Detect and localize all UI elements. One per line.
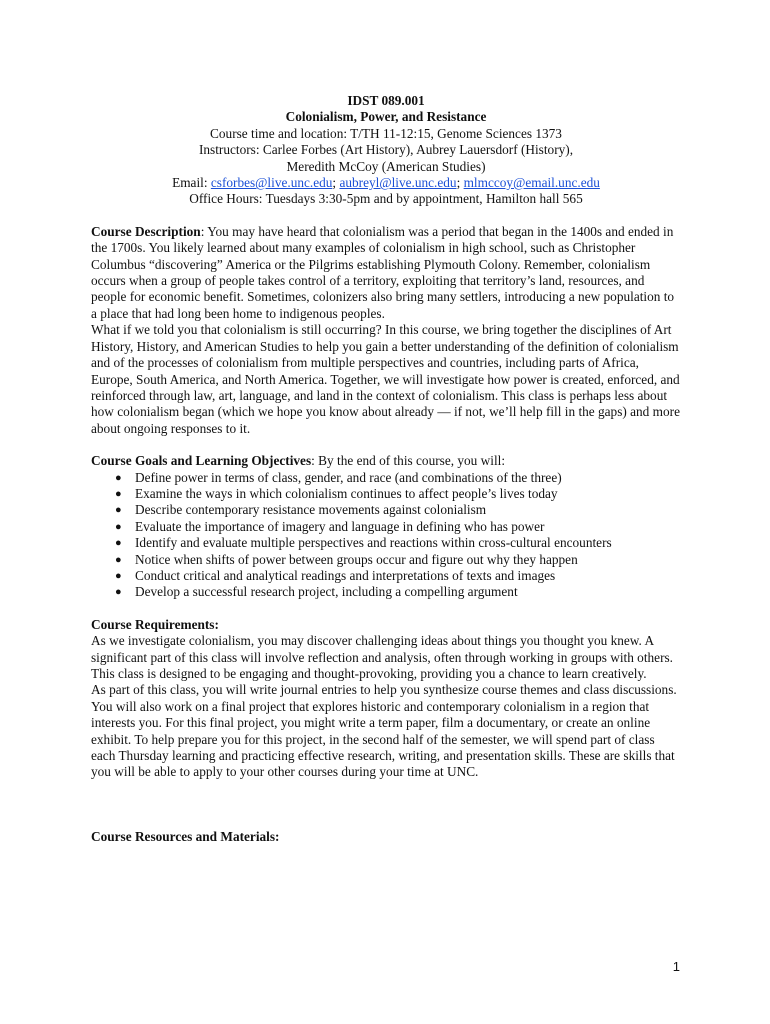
email-link-forbes[interactable]: csforbes@live.unc.edu: [210, 175, 333, 191]
course-resources-section: [91, 829, 681, 845]
instructors-line-1: Instructors: Carlee Forbes (Art History), Aubrey Lauersdorf (History),: [198, 142, 574, 158]
course-requirements-paragraph-1: As we investigate colonialism, you may discover challenging ideas about things you thought you knew. A significant part of this class will involve reflection and analysis, often through working in groups with others. This class is designed to be engaging and thought-provoking, providing you a chance to learn creatively.: [91, 633, 673, 681]
course-description-section: [91, 224, 681, 437]
course-description-text: : You may have heard that colonialism was a period that began in the 1400s and ended in the 1700s. You likely learned about many examples of colonialism in high school, such as Christopher Columbus “discovering” America or the Pilgrims establishing Plymouth Colony. Remember, colonialism occurs when a group of people takes control of a territory, exploiting that territory’s land, resources, and people for economic benefit. Sometimes, colonizers also bring many settlers, introducing a new population to a place that had long been home to indigenous peoples.: [91, 223, 675, 321]
bullet-icon: ●: [115, 569, 122, 582]
course-time-location: Course time and location: T/TH 11-12:15, Genome Sciences 1373: [210, 125, 562, 141]
course-description-paragraph: [91, 224, 681, 322]
goal-text: Identify and evaluate multiple perspectives and reactions within cross-cultural encounters: [135, 535, 612, 551]
goal-text: Examine the ways in which colonialism continues to affect people’s lives today: [135, 485, 558, 501]
list-item: [115, 568, 681, 584]
email-label: Email:: [172, 175, 211, 191]
list-item: [115, 535, 681, 551]
list-item: [115, 584, 681, 600]
page-number: 1: [672, 959, 680, 974]
bullet-icon: ●: [115, 553, 122, 566]
email-separator: ;: [332, 175, 340, 191]
course-requirements-section: [91, 617, 681, 781]
list-item: [115, 502, 681, 518]
instructors-line-2: Meredith McCoy (American Studies): [286, 158, 486, 174]
goal-text: Define power in terms of class, gender, and race (and combinations of the three): [135, 469, 562, 485]
course-code: IDST 089.001: [347, 93, 425, 108]
course-description-paragraph-2: What if we told you that colonialism is still occurring? In this course, we bring together the disciplines of Art History, History, and American Studies to help you gain a better understanding of the definition of colonialism and of the processes of colonialism from multiple perspectives and countries, including parts of Africa, Europe, South America, and North America. Together, we will investigate how power is created, enforced, and reinforced through law, art, language, and land in the context of colonialism. This class is perhaps less about how colonialism began (which we hope you know about already — if not, we’ll help fill in the gaps) and more about ongoing responses to it.: [91, 322, 680, 436]
goal-text: Develop a successful research project, including a compelling argument: [135, 584, 518, 600]
goal-text: Evaluate the importance of imagery and language in defining who has power: [135, 518, 545, 534]
bullet-icon: ●: [115, 504, 122, 517]
course-requirements-paragraph-2: As part of this class, you will write journal entries to help you synthesize course themes and class discussions. You will also work on a final project that explores historic and contemporary colonialism in a region that interests you. For this final project, you might write a term paper, film a documentary, or create an online exhibit. To help prepare you for this project, in the second half of the semester, we will spend part of class each Thursday learning and practicing effective research, writing, and presentation skills. These are skills that you will be able to apply to your other courses during your time at UNC.: [91, 682, 677, 780]
list-item: [115, 470, 681, 486]
course-goals-section: [91, 453, 681, 601]
course-resources-heading: Course Resources and Materials:: [91, 828, 280, 844]
course-goals-intro: [91, 453, 681, 469]
email-separator: ;: [456, 175, 464, 191]
email-link-lauersdorf[interactable]: aubreyl@live.unc.edu: [339, 175, 457, 191]
bullet-icon: ●: [115, 520, 122, 533]
course-requirements-heading: Course Requirements:: [91, 616, 219, 632]
bullet-icon: ●: [115, 537, 122, 550]
bullet-icon: ●: [115, 586, 122, 599]
course-goals-heading: Course Goals and Learning Objectives: [91, 453, 312, 469]
list-item: [115, 519, 681, 535]
goal-text: Conduct critical and analytical readings and interpretations of texts and images: [135, 567, 556, 583]
course-goals-intro-text: : By the end of this course, you will:: [311, 453, 506, 469]
office-hours: Office Hours: Tuesdays 3:30-5pm and by appointment, Hamilton hall 565: [189, 191, 583, 207]
list-item: [115, 486, 681, 502]
document-page: [91, 93, 681, 845]
course-description-heading: Course Description: [91, 223, 201, 239]
list-item: [115, 552, 681, 568]
bullet-icon: ●: [115, 471, 122, 484]
email-line: [91, 175, 681, 191]
course-goals-list: [91, 470, 681, 601]
bullet-icon: ●: [115, 487, 122, 500]
goal-text: Notice when shifts of power between groups occur and figure out why they happen: [135, 551, 578, 567]
course-title: Colonialism, Power, and Resistance: [285, 109, 487, 125]
syllabus-header: [91, 93, 681, 208]
goal-text: Describe contemporary resistance movements against colonialism: [135, 502, 487, 518]
email-link-mccoy[interactable]: mlmccoy@email.unc.edu: [463, 175, 600, 191]
